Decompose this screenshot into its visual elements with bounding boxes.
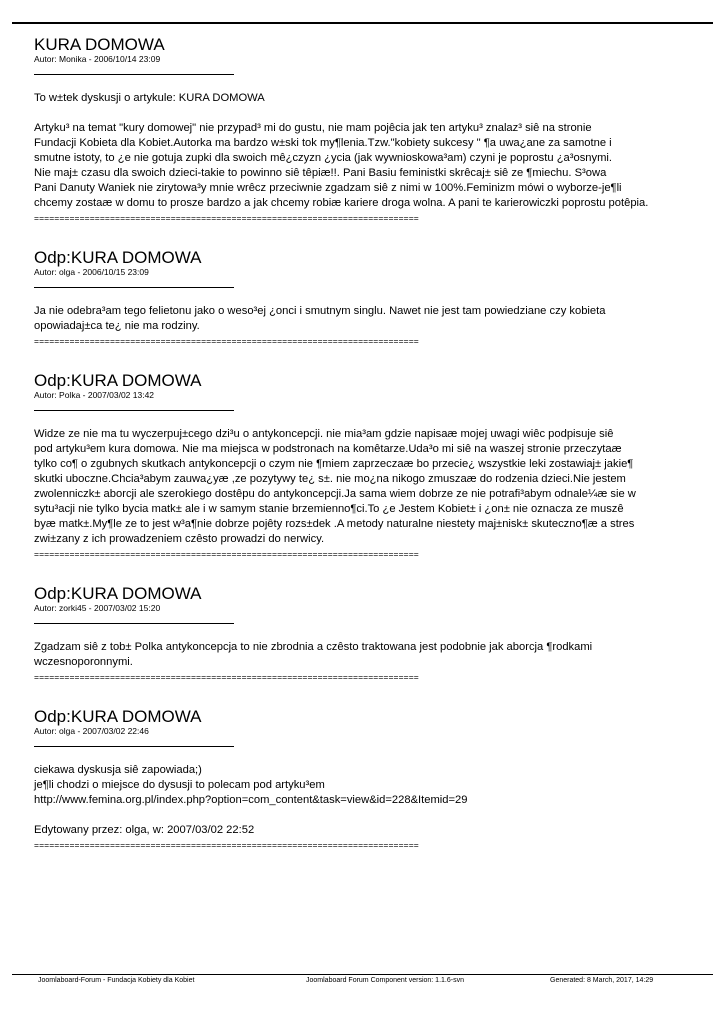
post-paragraph: To w±tek dyskusji o artykule: KURA DOMOWA (34, 92, 265, 104)
forum-post (34, 249, 714, 346)
post-body (34, 91, 714, 211)
title-underline (34, 746, 234, 747)
forum-post (34, 36, 714, 223)
forum-post (34, 372, 714, 559)
title-underline (34, 410, 234, 411)
post-author: Autor: olga - 2007/03/02 22:46 (34, 726, 149, 736)
forum-thread (34, 36, 714, 850)
forum-post (34, 585, 714, 682)
post-title: Odp:KURA DOMOWA (34, 248, 202, 267)
post-separator: ============================================================================ (34, 840, 419, 850)
post-body (34, 304, 714, 334)
post-separator: ============================================================================ (34, 213, 419, 223)
post-paragraph: ciekawa dyskusja siê zapowiada;) je¶li chodzi o miejsce do dysusji to polecam pod artyku³em http://www.femina.org.pl/index.php?option=com_content&task=view&id=228&Itemid=29 (34, 764, 468, 806)
post-body (34, 763, 714, 838)
post-paragraph: Zgadzam siê z tob± Polka antykoncepcja to nie zbrodnia a czêsto traktowana jest podobnie jak aborcja ¶rodkami wczesnoporonnymi. (34, 641, 593, 668)
forum-post (34, 708, 714, 850)
post-paragraph: Artyku³ na temat "kury domowej" nie przypad³ mi do gustu, nie mam pojêcia jak ten artyku³ znalaz³ siê na stronie Fundacji Kobieta dla Kobiet.Autorka ma bardzo w±ski tok my¶lenia.Tzw."kobiety sukcesy " ¶a uwa¿ane za samotne i smutne istoty, to ¿e nie gotuja zupki dla swoich mê¿czyzn ¿ycia (jak wywnioskowa³am) czyni je poprostu ¿a³osnymi. Nie maj± czasu dla swoich dzieci-takie to powinno siê têpiæ!!. Pani Basiu feministki skrêcaj± siê ze ¶miechu. S³owa Pani Danuty Waniek nie zirytowa³y mnie wrêcz przeciwnie zgadzam siê z nimi w 100%.Feminizm mówi o wyborze-je¶li chcemy zostaæ w domu to prosze bardzo a jak chcemy robiæ kariere droga wolna. A pani te karierowiczki poprostu potêpia. (34, 122, 649, 209)
title-underline (34, 623, 234, 624)
post-separator: ============================================================================ (34, 549, 419, 559)
post-body (34, 427, 714, 547)
post-title: Odp:KURA DOMOWA (34, 707, 202, 726)
post-paragraph: Widze ze nie ma tu wyczerpuj±cego dzi³u o antykoncepcji. nie mia³am gdzie napisaæ mojej uwagi wiêc podpisuje siê pod artyku³em kura domowa. Nie ma miejsca w podstronach na komêtarze.Uda³o mi siê na waszej stronie przeczytaæ tylko co¶ o zgubnych skutkach antykoncepcji o czym nie ¶miem zaprzeczaæ bo przecie¿ wszystkie leki zostawiaj± jakie¶ skutki uboczne.Chcia³abym zauwa¿yæ ,ze pozytywy te¿ s±. nie mo¿na nikogo zmuszaæ do rodzenia dzieci.Nie jestem zwolenniczk± aborcji ale szerokiego dostêpu do antykoncepcji.Ja sama wiem dobrze ze nie potrafi³abym odnale¼æ sie w sytu³acji nie tylko bycia matk± ale i w samym stanie brzemienno¶ci.To ¿e Jestem Kobiet± i ¿on± nie oznacza ze muszê byæ matk±.My¶le ze to jest w³a¶nie dobrze pojêty rozs±dek .A metody naturalne niestety maj±nisk± skuteczno¶æ a stres zwi±zany z ich prowadzeniem czêsto prowadzi do nerwicy. (34, 428, 636, 545)
post-author: Autor: zorki45 - 2007/03/02 15:20 (34, 603, 161, 613)
post-separator: ============================================================================ (34, 672, 419, 682)
footer-rule (12, 974, 713, 975)
post-paragraph: Ja nie odebra³am tego felietonu jako o weso³ej ¿onci i smutnym singlu. Nawet nie jest tam powiedziane czy kobieta opowiadaj±ca te¿ nie ma rodziny. (34, 305, 606, 332)
footer-site-name: Joomlaboard-Forum - Fundacja Kobiety dla Kobiet (38, 977, 195, 984)
page-footer (38, 976, 705, 985)
top-rule (12, 22, 713, 24)
post-author: Autor: olga - 2006/10/15 23:09 (34, 267, 149, 277)
post-title: KURA DOMOWA (34, 35, 165, 54)
post-title: Odp:KURA DOMOWA (34, 584, 202, 603)
footer-generated-date: Generated: 8 March, 2017, 14:29 (550, 977, 654, 984)
title-underline (34, 74, 234, 75)
title-underline (34, 287, 234, 288)
post-author: Autor: Monika - 2006/10/14 23:09 (34, 54, 161, 64)
post-title: Odp:KURA DOMOWA (34, 371, 202, 390)
post-body (34, 640, 714, 670)
post-separator: ============================================================================ (34, 336, 419, 346)
post-edit-note: Edytowany przez: olga, w: 2007/03/02 22:52 (34, 824, 255, 836)
post-author: Autor: Polka - 2007/03/02 13:42 (34, 390, 155, 400)
footer-component-version: Joomlaboard Forum Component version: 1.1.6-svn (306, 977, 464, 984)
